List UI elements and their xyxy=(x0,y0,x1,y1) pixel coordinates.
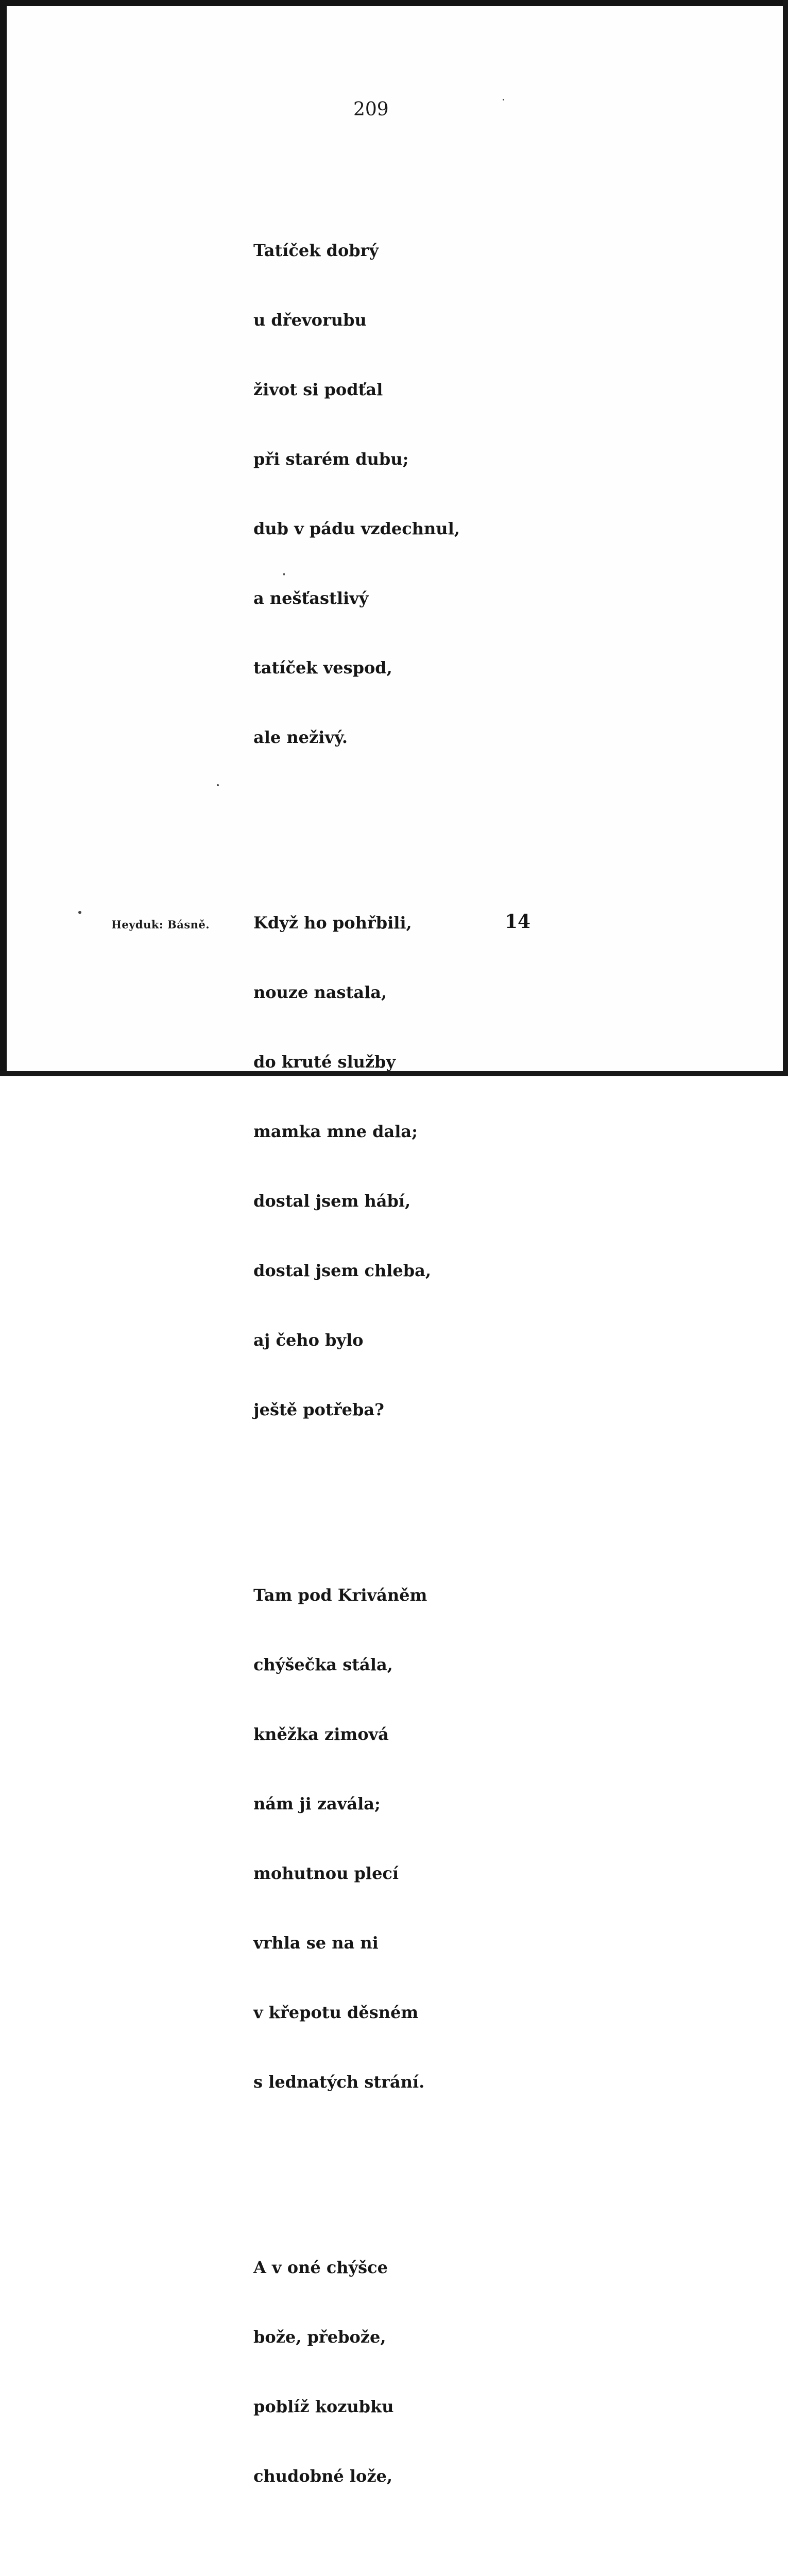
poem-line: poblíž kozubku xyxy=(253,2397,394,2416)
poem-line: v křepotu děsném xyxy=(253,2003,419,2022)
poem-line: nouze nastala, xyxy=(253,982,387,1002)
poem-text xyxy=(253,146,460,2576)
scan-speck xyxy=(503,99,504,100)
scan-speck xyxy=(217,784,219,786)
poem-line: kněžka zimová xyxy=(253,1724,389,1744)
scan-border-left xyxy=(0,0,7,1076)
poem-line: dub v pádu vzdechnul, xyxy=(253,519,460,538)
poem-line: vrhla se na ni xyxy=(253,1933,379,1953)
poem-line: aj čeho bylo xyxy=(253,1330,364,1350)
poem-line: do kruté služby xyxy=(253,1052,396,1072)
stanza-2 xyxy=(253,865,460,1468)
scan-speck xyxy=(78,911,81,914)
scan-speck xyxy=(283,573,285,575)
scan-border-top xyxy=(0,0,788,6)
poem-line: mohutnou plecí xyxy=(253,1863,399,1883)
poem-line: bože, přebože, xyxy=(253,2327,386,2347)
poem-line: s lednatých strání. xyxy=(253,2072,425,2092)
poem-line: a nešťastlivý xyxy=(253,588,369,608)
poem-line: při starém dubu; xyxy=(253,449,409,469)
page-number: 209 xyxy=(353,99,389,120)
scan-border-right xyxy=(783,0,788,1076)
poem-line: ale neživý. xyxy=(253,727,348,747)
poem-line: nám ji zavála; xyxy=(253,1794,381,1814)
stanza-1 xyxy=(253,193,460,795)
poem-line: chudobné lože, xyxy=(253,2466,393,2486)
poem-line: Tatíček dobrý xyxy=(253,241,379,260)
footer-author-title: Heyduk: Básně. xyxy=(111,918,210,931)
poem-line: Když ho pohřbili, xyxy=(253,913,412,933)
poem-line: A v oné chýšce xyxy=(253,2258,388,2277)
poem-line: život si podťal xyxy=(253,380,383,399)
stanza-4 xyxy=(253,2210,460,2534)
poem-line: dostal jsem chleba, xyxy=(253,1261,432,1280)
poem-line: tatíček vespod, xyxy=(253,658,392,677)
signature-mark: 14 xyxy=(505,911,531,933)
poem-line: Tam pod Kriváněm xyxy=(253,1585,427,1605)
poem-line: ještě potřeba? xyxy=(253,1400,384,1419)
poem-line: chýšečka stála, xyxy=(253,1655,393,1674)
stanza-3 xyxy=(253,1537,460,2140)
poem-line: u dřevorubu xyxy=(253,310,367,330)
poem-line: dostal jsem hábí, xyxy=(253,1191,411,1211)
poem-line: mamka mne dala; xyxy=(253,1122,418,1141)
